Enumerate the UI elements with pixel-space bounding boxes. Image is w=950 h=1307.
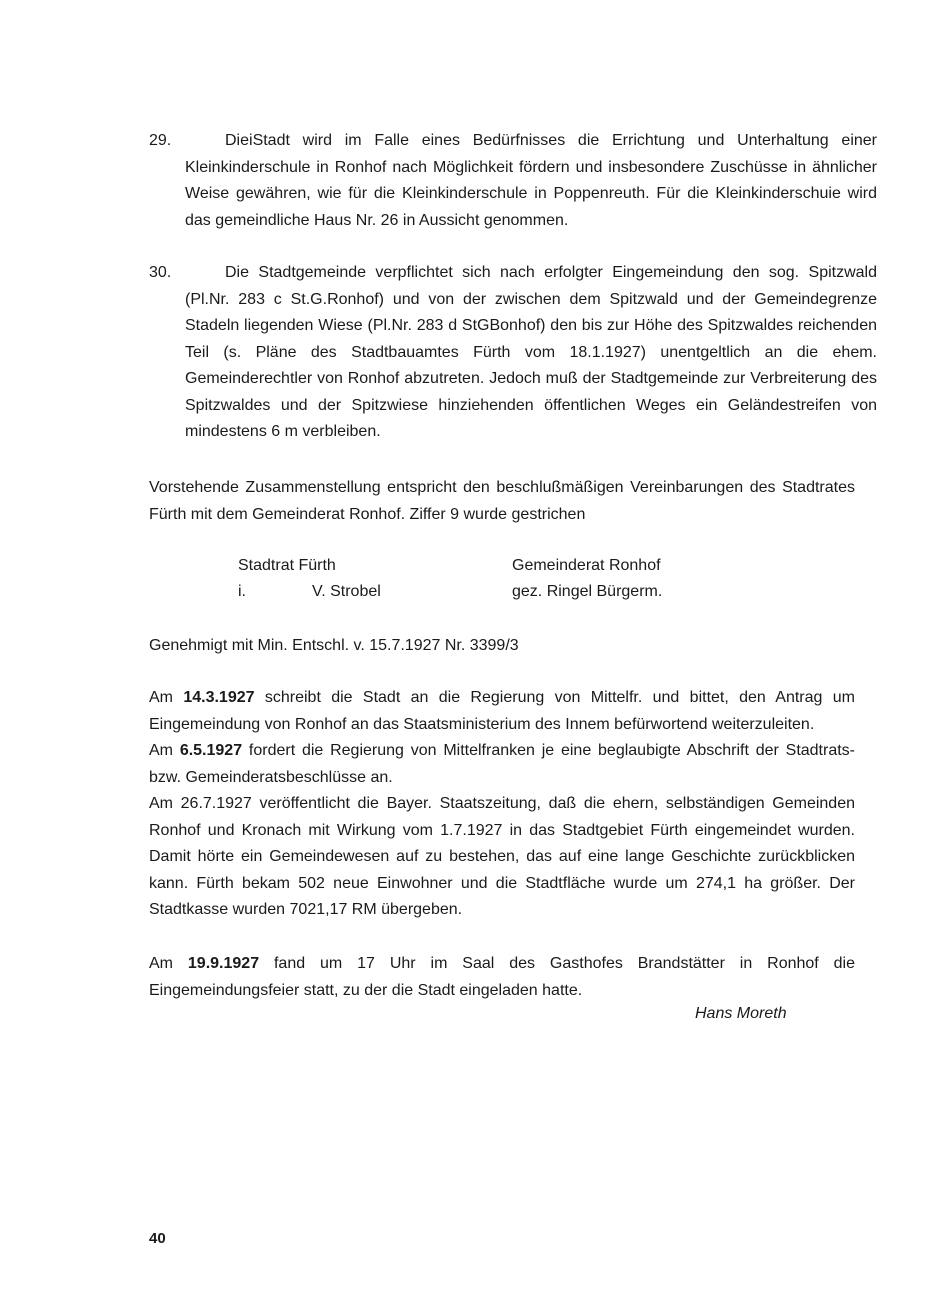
item-number: 30. bbox=[149, 264, 172, 281]
date-highlight: 14.3.1927 bbox=[183, 689, 255, 706]
signature-left-title: Stadtrat Fürth bbox=[238, 557, 336, 574]
item-text: DieiStadt wird im Falle eines Bedürfnisses die Errichtung und Unterhaltung einer Kleinkinderschule in Ronhof nach Möglichkeit fördern und insbesondere Zuschüsse in ähnlicher Weise gewähren, wie für die Kleinkinderschule in Poppenreuth. Für die Kleinkinderschuie wird das gemeindliche Haus Nr. 26 in Aussicht genommen. bbox=[185, 132, 877, 229]
item-text: Die Stadtgemeinde verpflichtet sich nach erfolgter Eingemeindung den sog. Spitzwald (Pl.Nr. 283 c St.G.Ronhof) und von der zwischen dem Spitzwald und der Gemeindegrenze Stadeln liegenden Wiese (Pl.Nr. 283 d StGBonhof) den bis zur Höhe des Spitzwaldes reichenden Teil (s. Pläne des Stadtbauamtes Fürth vom 18.1.1927) unentgeltlich an die ehem. Gemeinderechtler von Ronhof abzutreten. Jedoch muß der Stadtgemeinde zur Verbreiterung des Spitzwaldes und der Spitzwiese hinziehenden öffentlichen Weges ein Geländestreifen von mindestens 6 m verbleiben. bbox=[185, 264, 877, 440]
ceremony-paragraph: Am 19.9.1927 fand um 17 Uhr im Saal des Gasthofes Brandstätter in Ronhof die Eingemeindungsfeier statt, zu der die Stadt eingeladen hatte. bbox=[149, 955, 855, 999]
list-item-30 bbox=[149, 260, 877, 446]
history-paragraph-2: Am 6.5.1927 fordert die Regierung von Mittelfranken je eine beglaubigte Abschrift der Stadtrats- bzw. Gemeinderatsbeschlüsse an. bbox=[149, 742, 856, 786]
signature-right-name: gez. Ringel Bürgerm. bbox=[512, 583, 663, 600]
page-number: 40 bbox=[149, 1230, 166, 1247]
signature-right-title: Gemeinderat Ronhof bbox=[512, 557, 661, 574]
list-item-29 bbox=[149, 128, 877, 234]
author-name: Hans Moreth bbox=[695, 1005, 787, 1022]
item-number: 29. bbox=[149, 132, 172, 149]
history-paragraph-3: Am 26.7.1927 veröffentlicht die Bayer. Staatszeitung, daß die ehern, selbständigen Gemeinden Ronhof und Kronach mit Wirkung vom 1.7.1927 in das Stadtgebiet Fürth eingemeindet wurden. Damit hörte ein Gemeindewesen auf zu bestehen, das auf eine lange Geschichte zurückblicken kann. Fürth bekam 502 neue Einwohner und die Stadtfläche wurde um 274,1 ha größer. Der Stadtkasse wurden 7021,17 RM übergeben. bbox=[149, 795, 855, 918]
history-paragraph-1: Am 14.3.1927 schreibt die Stadt an die Regierung von Mittelfr. und bittet, den Antrag um Eingemeindung von Ronhof an das Staatsministerium des Innem befürwortend weiterzuleiten. bbox=[149, 689, 855, 733]
signature-left-prefix: i. bbox=[238, 583, 246, 600]
date-highlight: 19.9.1927 bbox=[187, 955, 260, 972]
approval-line: Genehmigt mit Min. Entschl. v. 15.7.1927 Nr. 3399/3 bbox=[149, 637, 519, 654]
summary-paragraph: Vorstehende Zusammenstellung entspricht den beschlußmäßigen Vereinbarungen des Stadtrates Fürth mit dem Gemeinderat Ronhof. Ziffer 9 wurde gestrichen bbox=[149, 479, 855, 523]
date-highlight: 6.5.1927 bbox=[179, 742, 243, 759]
signature-left-name: V. Strobel bbox=[312, 583, 381, 600]
history-section bbox=[149, 685, 855, 924]
